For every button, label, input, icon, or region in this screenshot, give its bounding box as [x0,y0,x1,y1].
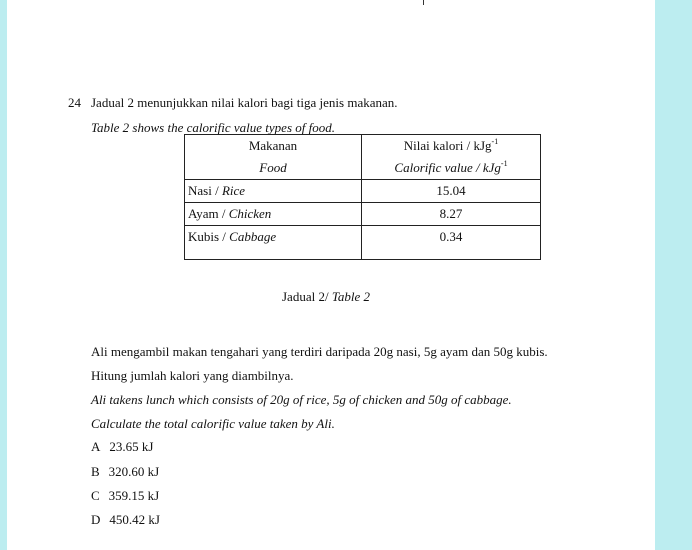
header-food-ms: Makanan [185,135,362,158]
stem-english-1: Ali takens lunch which consists of 20g of rice, 5g of chicken and 50g of cabbage. [91,392,512,407]
option-b[interactable]: B 320.60 kJ [91,464,160,479]
stem-malay-1: Ali mengambil makan tengahari yang terdiri daripada 20g nasi, 5g ayam dan 50g kubis. [91,344,548,359]
table-row: Nasi / Rice 15.04 [185,180,541,203]
table-caption: Jadual 2/ Table 2 [282,289,370,304]
document-page [7,0,655,550]
option-a[interactable]: A 23.65 kJ [91,439,154,454]
intro-english: Table 2 shows the calorific value types of food. [91,120,335,135]
page-mark [423,0,424,5]
question-number: 24 [68,95,81,110]
stem-english-2: Calculate the total calorific value taken by Ali. [91,416,335,431]
option-d[interactable]: D 450.42 kJ [91,512,160,527]
table-row: Kubis / Cabbage 0.34 [185,226,541,260]
header-food-en: Food [259,160,287,175]
calorific-table [184,134,541,260]
header-value-en: Calorific value / kJg$^{-1}$ [362,157,541,180]
table-row: Ayam / Chicken 8.27 [185,203,541,226]
header-value-ms: Nilai kalori / kJg$^{-1}$ [362,135,541,158]
option-c[interactable]: C 359.15 kJ [91,488,160,503]
intro-malay: Jadual 2 menunjukkan nilai kalori bagi tiga jenis makanan. [91,95,398,110]
stem-malay-2: Hitung jumlah kalori yang diambilnya. [91,368,294,383]
